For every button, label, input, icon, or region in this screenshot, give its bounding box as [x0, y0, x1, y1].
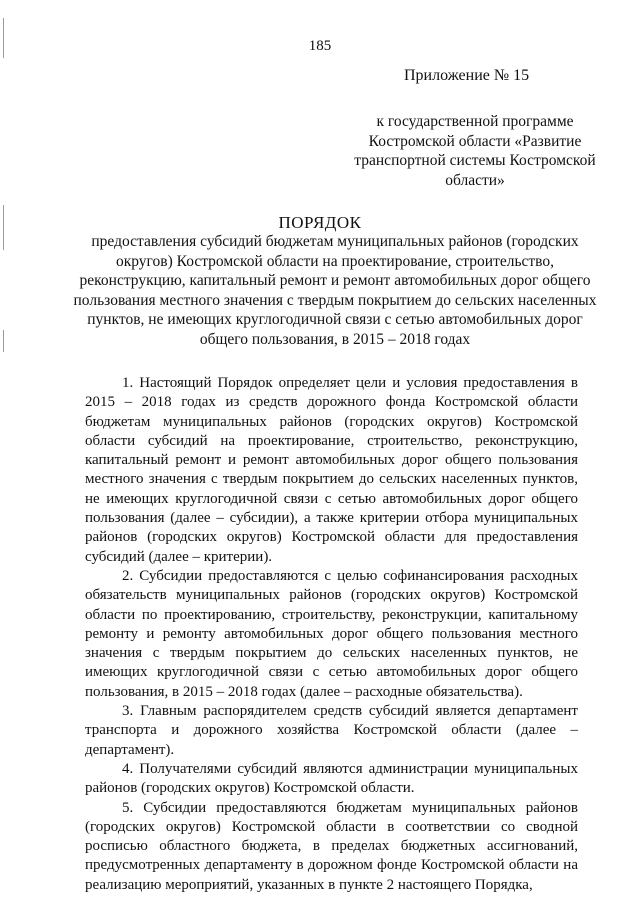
- paragraph-4: 4. Получателями субсидий являются администрации муниципальных районов (городских округов) Костромской области.: [85, 760, 578, 797]
- page-number: 185: [308, 38, 332, 54]
- annex-title: Приложение № 15: [404, 67, 530, 84]
- paragraph-5: 5. Субсидии предоставляются бюджетам муниципальных районов (городских округов) Костромской области в соответствии со сводной росписью областного бюджета, в пределах бюджетных ассигнований, предусмотренных департаменту в дорожном фонде Костромской области на реализацию мероприятий, указанных в пункте 2 настоящего Порядка,: [85, 799, 578, 893]
- paragraph-1: 1. Настоящий Порядок определяет цели и условия предоставления в 2015 – 2018 годах из средств дорожного фонда Костромской области бюджетам муниципальных районов (городских округов) Костромской области субсидий на проектирование, строительство, реконструкцию, капитальный ремонт и ремонт автомобильных дорог общего пользования местного значения с твердым покрытием до сельских населенных пунктов, не имеющих круглогодичной связи с сетью автомобильных дорог общего пользования (далее – субсидии), а также критерии отбора муниципальных районов (городских округов) Костромской области для предоставления субсидий (далее – критерии).: [85, 375, 578, 565]
- document-title: ПОРЯДОК: [278, 213, 362, 232]
- document-subtitle: предоставления субсидий бюджетам муниципальных районов (городских округов) Костромской области на проектирование, строительство, реконструкцию, капитальный ремонт и ремонт автомобильных дорог общего пользования местного значения с твердым покрытием до сельских населенных пунктов, не имеющих круглогодичной связи с сетью автомобильных дорог общего пользования, в 2015 – 2018 годах: [73, 233, 597, 348]
- paragraph-2: 2. Субсидии предоставляются с целью софинансирования расходных обязательств муниципальных районов (городских округов) Костромской области по проектированию, строительству, реконструкции, капитальному ремонту и ремонту автомобильных дорог общего пользования местного значения с твердым покрытием до сельских населенных пунктов, не имеющих круглогодичной связи с сетью автомобильных дорог общего пользования, в 2015 – 2018 годах (далее – расходные обязательства).: [85, 567, 578, 700]
- document-body: [85, 374, 578, 895]
- paragraph-3: 3. Главным распорядителем средств субсидий является департамент транспорта и дорожного хозяйства Костромской области (далее – департамент).: [85, 703, 578, 758]
- annex-reference: к государственной программе Костромской области «Развитие транспортной системы Костромской области»: [354, 113, 596, 189]
- scan-edge-mark: [3, 330, 4, 352]
